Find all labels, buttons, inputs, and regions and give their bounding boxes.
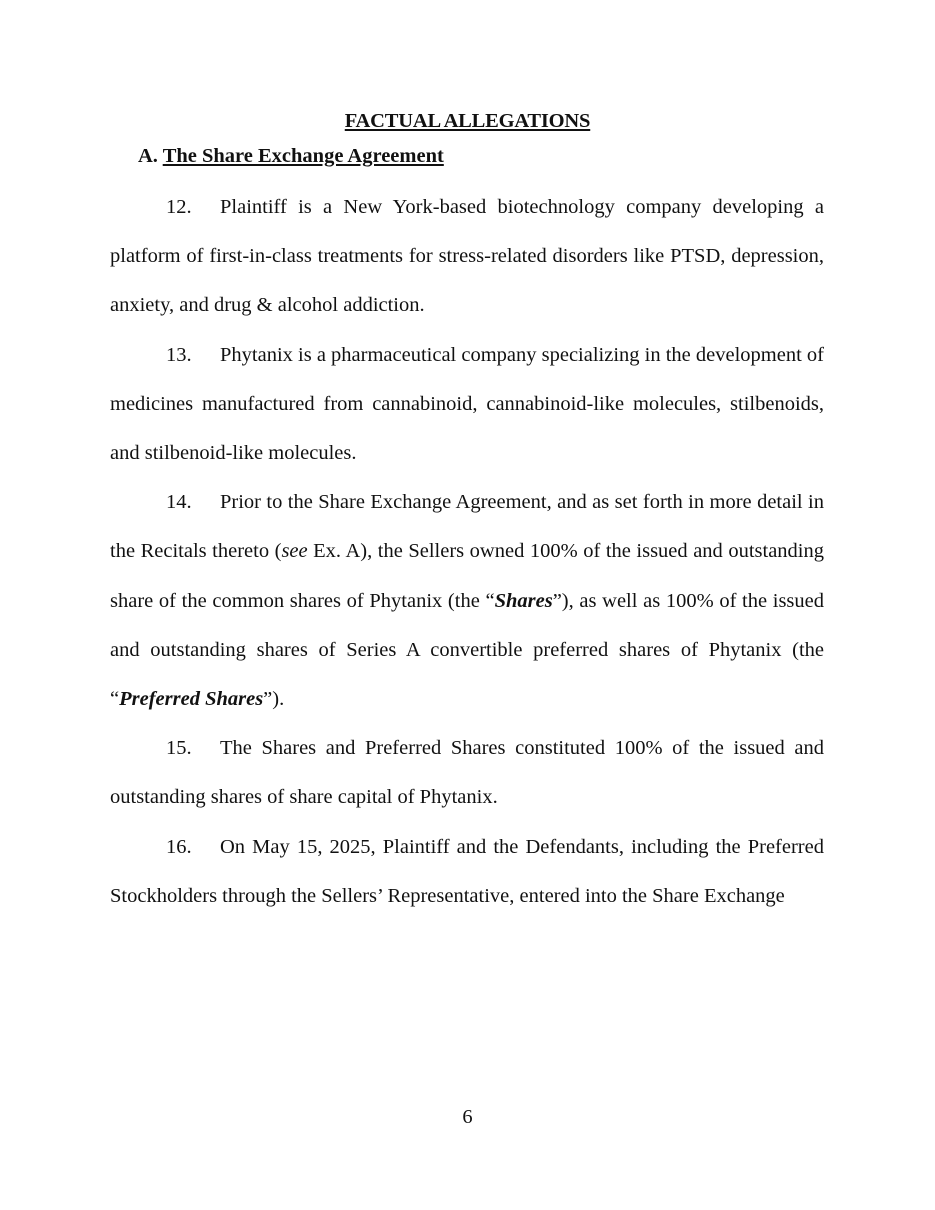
paragraph-number: 12. bbox=[166, 196, 192, 218]
paragraph-text-segment: ”). bbox=[263, 688, 285, 711]
paragraph-15 bbox=[110, 724, 824, 822]
paragraph-number: 15. bbox=[166, 737, 192, 760]
section-heading: FACTUAL ALLEGATIONS bbox=[344, 110, 591, 132]
paragraph-text: Plaintiff is a New York-based biotechnology company developing a platform of first-in-class treatments for stress-related disorders like PTSD, depression, anxiety, and drug & alcohol addiction. bbox=[110, 196, 824, 317]
paragraph-number: 16. bbox=[166, 835, 192, 858]
citation-signal: see bbox=[281, 540, 308, 563]
defined-term-shares: Shares bbox=[494, 589, 553, 612]
paragraph-16 bbox=[110, 823, 824, 921]
subsection-letter: A. bbox=[138, 145, 158, 167]
paragraph-13 bbox=[110, 331, 824, 479]
page-number: 6 bbox=[462, 1106, 473, 1128]
paragraph-text: The Shares and Preferred Shares constituted 100% of the issued and outstanding shares of share capital of Phytanix. bbox=[110, 737, 824, 809]
paragraph-number: 13. bbox=[166, 343, 192, 366]
paragraph-text-segment: ”), as well as 100% of the issued and outstanding shares of Series A convertible preferred shares of Phytanix (the “ bbox=[110, 589, 825, 711]
document-body bbox=[110, 183, 824, 921]
subsection-title: The Share Exchange Agreement bbox=[162, 145, 444, 167]
paragraph-number: 14. bbox=[166, 491, 192, 514]
paragraph-text: Phytanix is a pharmaceutical company specializing in the development of medicines manufactured from cannabinoid, cannabinoid-like molecules, stilbenoids, and stilbenoid-like molecules. bbox=[110, 343, 824, 465]
paragraph-text: On May 15, 2025, Plaintiff and the Defendants, including the Preferred Stockholders through the Sellers’ Representative, entered into the Share Exchange bbox=[110, 835, 824, 907]
paragraph-text-segment: Ex. A), the Sellers owned 100% of the issued and outstanding share of the common shares of Phytanix (the “ bbox=[110, 540, 824, 612]
subsection-heading bbox=[138, 145, 444, 168]
paragraph-14 bbox=[110, 478, 824, 724]
defined-term-preferred-shares: Preferred Shares bbox=[119, 688, 264, 711]
paragraph-12 bbox=[110, 183, 824, 331]
paragraph-text-segment: Prior to the Share Exchange Agreement, and as set forth in more detail in the Recitals thereto ( bbox=[110, 491, 824, 563]
